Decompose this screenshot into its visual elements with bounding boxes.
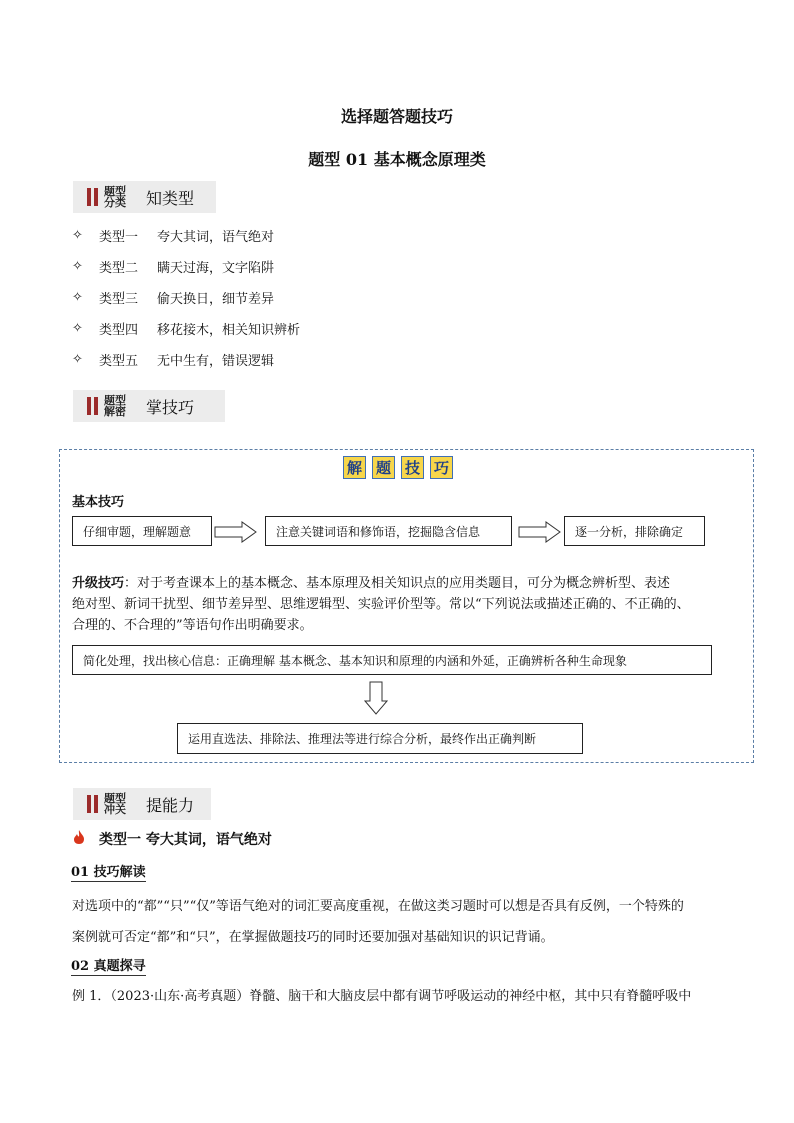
- document-title: 选择题答题技巧: [340, 107, 453, 126]
- banner-char: 解: [343, 456, 366, 479]
- flow-step-3: 逐一分析，排除确定: [564, 516, 705, 546]
- arrow-right-icon: [214, 521, 258, 543]
- section-header-technique: [73, 390, 225, 422]
- section-title: 知类型: [146, 188, 195, 208]
- upgrade-label: 升级技巧: [72, 576, 125, 591]
- diamond-star-icon: ✧: [72, 290, 83, 305]
- section-header-classify: [73, 181, 216, 213]
- list-item: ✧ 类型五 无中生有，错误逻辑: [72, 352, 275, 369]
- list-item: ✧ 类型四 移花接木，相关知识辨析: [72, 321, 301, 338]
- type-heading: 类型一 夸大其词，语气绝对: [99, 832, 272, 848]
- diamond-star-icon: ✧: [72, 259, 83, 274]
- section-title: 掌技巧: [146, 397, 195, 417]
- process-step-2: 运用直选法、排除法、推理法等进行综合分析，最终作出正确判断: [177, 723, 583, 754]
- upgrade-technique-text: 升级技巧：对于考查课本上的基本概念、基本原理及相关知识点的应用类题目，可分为概念辨析型、表述 绝对型、新词干扰型、细节差异型、思维逻辑型、实验评价型等。常以“下列说法或描述正确的、不正确的、 合理的、不合理的”等语句作出明确要求。: [72, 576, 690, 633]
- example-text: 例 1．（2023·山东·高考真题）脊髓、脑干和大脑皮层中都有调节呼吸运动的神经中枢，其中只有脊髓呼吸中: [72, 989, 692, 1004]
- technique-banner: [343, 456, 453, 479]
- banner-char: 题: [372, 456, 395, 479]
- process-step-1: 简化处理，找出核心信息：正确理解 基本概念、基本知识和原理的内涵和外延，正确辨析各种生命现象: [72, 645, 712, 675]
- basic-technique-label: 基本技巧: [72, 495, 125, 510]
- subheading-technique: 01 技巧解读: [71, 861, 146, 882]
- flow-step-2: 注意关键词语和修饰语，挖掘隐含信息: [265, 516, 512, 546]
- section-bars-icon: [87, 397, 98, 415]
- section-bars-icon: [87, 795, 98, 813]
- diamond-star-icon: ✧: [72, 352, 83, 367]
- document-subtitle: 题型 01 基本概念原理类: [308, 150, 486, 169]
- flow-step-1: 仔细审题，理解题意: [72, 516, 212, 546]
- list-item: ✧ 类型一 夸大其词，语气绝对: [72, 228, 275, 245]
- section-header-practice: [73, 788, 211, 820]
- banner-char: 技: [401, 456, 424, 479]
- subheading-real-questions: 02 真题探寻: [71, 955, 146, 976]
- list-item: ✧ 类型三 偷天换日，细节差异: [72, 290, 275, 307]
- type-list: [72, 220, 300, 375]
- flame-icon: [72, 829, 86, 845]
- technique-paragraph: 对选项中的“都”“只”“仅”等语气绝对的词汇要高度重视，在做这类习题时可以想是否具有反例，一个特殊的 案例就可否定“都”和“只”，在掌握做题技巧的同时还要加强对基础知识的识记背诵。: [72, 899, 684, 945]
- section-bars-icon: [87, 188, 98, 206]
- banner-char: 巧: [430, 456, 453, 479]
- section-title: 提能力: [146, 795, 195, 815]
- arrow-down-icon: [364, 681, 388, 715]
- arrow-right-icon: [518, 521, 562, 543]
- diamond-star-icon: ✧: [72, 228, 83, 243]
- section-tag: 题型 分类: [104, 185, 126, 209]
- diamond-star-icon: ✧: [72, 321, 83, 336]
- section-tag: 题型 冲关: [104, 792, 126, 816]
- list-item: ✧ 类型二 瞒天过海，文字陷阱: [72, 259, 275, 276]
- section-tag: 题型 解密: [104, 394, 126, 418]
